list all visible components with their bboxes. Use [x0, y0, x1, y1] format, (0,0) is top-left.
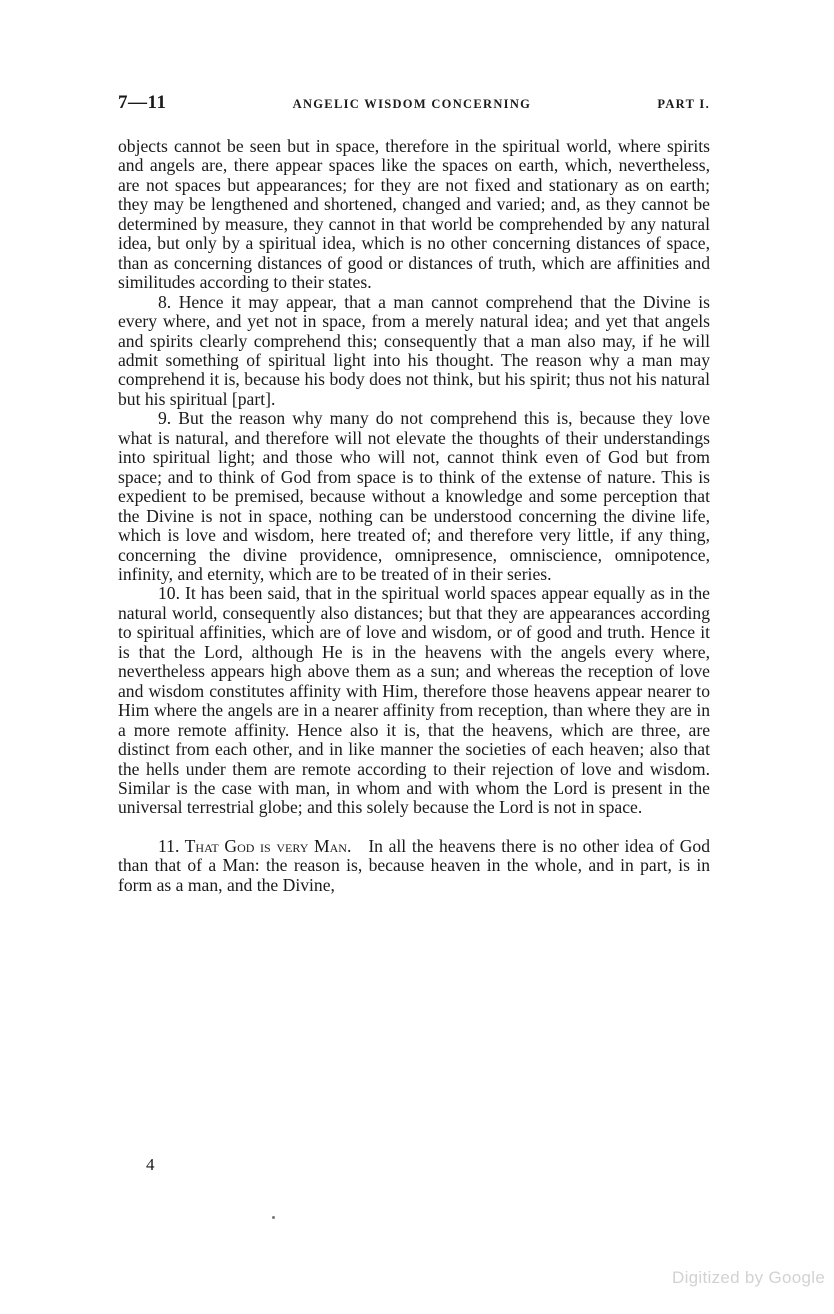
digitization-watermark: Digitized by Google	[672, 1268, 826, 1287]
page-number: 4	[146, 1155, 155, 1174]
section-range: 7—11	[118, 92, 167, 113]
running-header	[118, 92, 710, 116]
section-heading: 11. That God is very Man.	[158, 835, 352, 856]
paragraph-11-text: In all the heavens there is no other idea of God than that of a Man: the reason is, because heaven in the whole, and in part, is in form as a man, and the Divine,	[118, 835, 710, 895]
page-body	[118, 137, 710, 895]
ink-speck	[272, 1216, 275, 1219]
part-label: PART I.	[657, 97, 710, 111]
paragraph-8: 8. Hence it may appear, that a man cannot comprehend that the Divine is every where, and yet not in space, from a merely natural idea; and yet that angels and spirits clearly comprehend this; consequently that a man also may, if he will admit something of spiritual light into his thought. The reason why a man may comprehend it is, because his body does not think, but his spirit; thus not his natural but his spiritual [part].	[118, 291, 710, 409]
paragraph-11	[118, 837, 710, 895]
paragraph-9: 9. But the reason why many do not comprehend this is, because they love what is natural, and therefore will not elevate the thoughts of their understandings into spiritual light; and those who will not, cannot think even of God but from space; and to think of God from space is to think of the extense of nature. This is expedient to be premised, because without a knowledge and some perception that the Divine is not in space, nothing can be understood concerning the divine life, which is love and wisdom, here treated of; and therefore very little, if any thing, concerning the divine providence, omnipresence, omniscience, omnipotence, infinity, and eternity, which are to be treated of in their series.	[118, 408, 710, 584]
running-title: ANGELIC WISDOM CONCERNING	[292, 97, 532, 111]
paragraph-continued: objects cannot be seen but in space, therefore in the spiritual world, where spirits and angels are, there appear spaces like the spaces on earth, which, nevertheless, are not spaces but appearances; for they are not fixed and stationary as on earth; they may be lengthened and shortened, changed and varied; and, as they cannot be determined by measure, they cannot in that world be comprehended by any natural idea, but only by a spiritual idea, which is no other concerning distances of space, than as concerning distances of good or distances of truth, which are affinities and similitudes according to their states.	[118, 136, 710, 293]
paragraph-10: 10. It has been said, that in the spiritual world spaces appear equally as in the natural world, consequently also distances; but that they are appearances according to spiritual affinities, which are of love and wisdom, or of good and truth. Hence it is that the Lord, although He is in the heavens with the angels every where, nevertheless appears high above them as a sun; and whereas the reception of love and wisdom constitutes affinity with Him, therefore those heavens appear nearer to Him where the angels are in a nearer affinity from reception, than where they are in a more remote affinity. Hence also it is, that the heavens, which are three, are distinct from each other, and in like manner the societies of each heaven; also that the hells under them are remote according to their rejection of love and wisdom. Similar is the case with man, in whom and with whom the Lord is present in the universal terrestrial globe; and this solely because the Lord is not in space.	[118, 583, 710, 818]
